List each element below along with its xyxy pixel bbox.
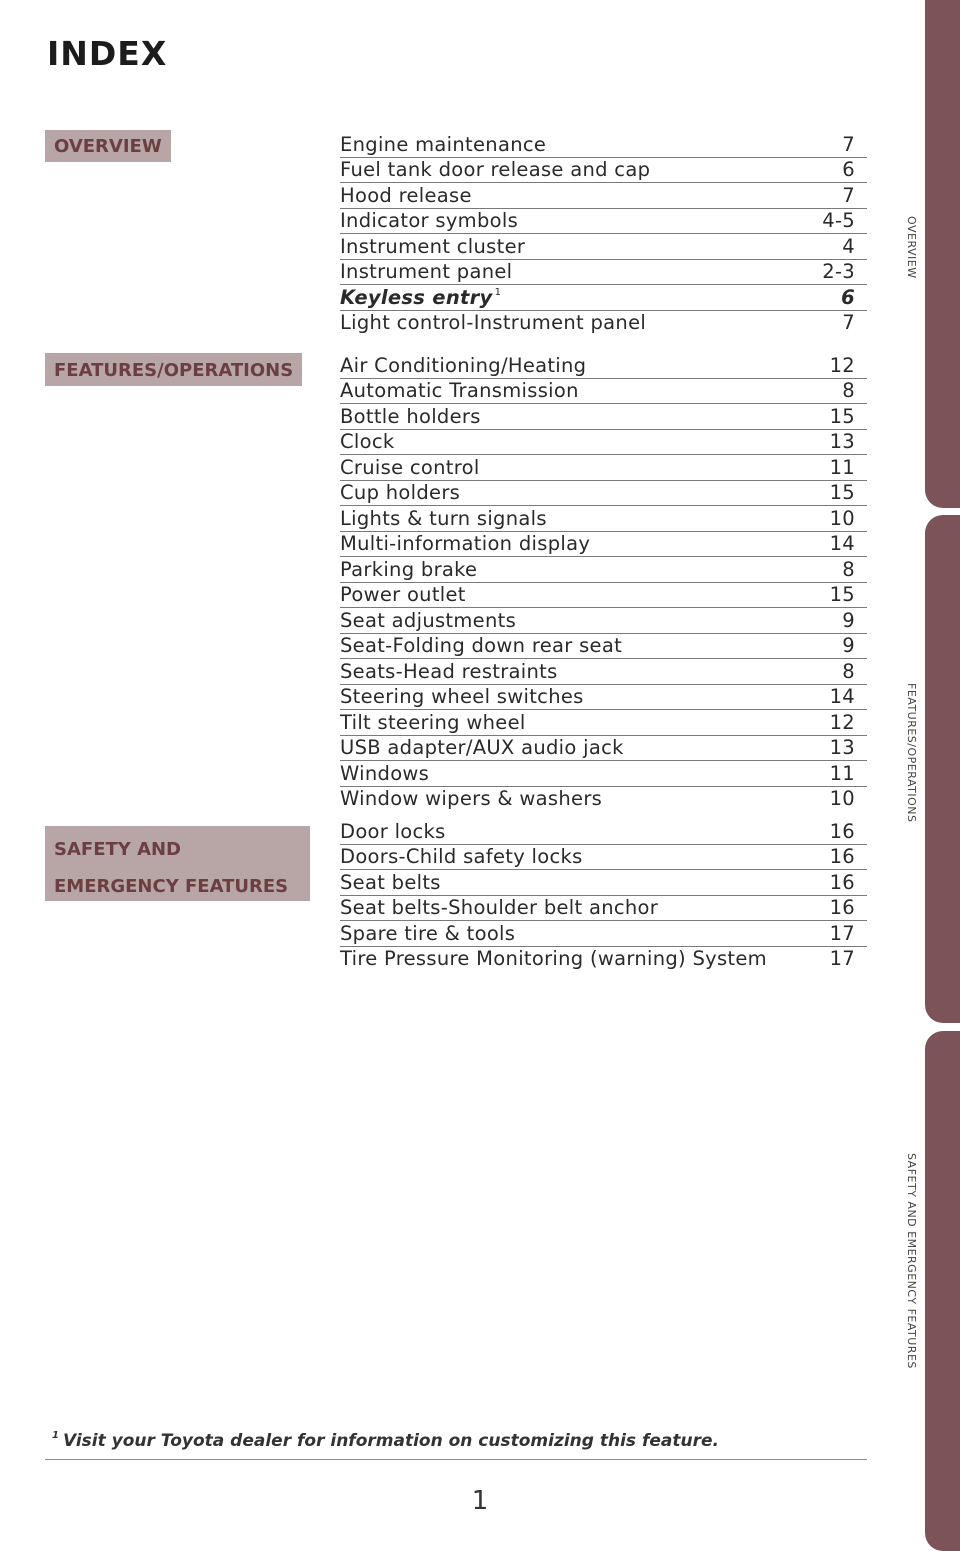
index-entry-page: 4 [842,234,855,258]
section-label-safety-line1: SAFETY AND [54,839,182,860]
index-entry-page: 12 [829,710,855,734]
index-entry-title: Steering wheel switches [340,685,584,708]
index-entry-title: Clock [340,430,395,453]
index-entry-page: 16 [829,819,855,843]
index-entry [340,787,867,812]
index-entry [340,896,867,922]
index-entry [340,183,867,209]
index-entry-title: Seat belts-Shoulder belt anchor [340,896,659,919]
index-entry-page: 11 [829,761,855,785]
features-index-list [340,353,867,811]
sidebar-label-overview: OVERVIEW [905,216,918,279]
index-entry-title: Seat-Folding down rear seat [340,634,623,657]
index-entry [340,506,867,532]
index-entry-page: 10 [829,787,855,810]
index-entry-title: Air Conditioning/Heating [340,353,587,377]
index-entry [340,311,867,336]
safety-index-list [340,819,867,971]
section-label-overview: OVERVIEW [45,130,171,162]
index-entry [340,532,867,558]
sidebar-tab-safety[interactable] [925,1031,960,1551]
index-entry-page: 9 [842,634,855,657]
index-entry [340,404,867,430]
footnote-marker: 1 [52,1430,59,1441]
index-entry-title: Power outlet [340,583,466,606]
index-entry-title-wrap [340,281,501,310]
index-entry-title: USB adapter/AUX audio jack [340,736,624,759]
index-entry [340,379,867,405]
index-entry [340,158,867,184]
index-entry [340,870,867,896]
index-entry [340,608,867,634]
sidebar-tab-features[interactable] [925,515,960,1023]
index-entry [340,634,867,660]
index-entry-title: Cruise control [340,455,480,479]
index-entry-page: 6 [841,285,855,309]
index-entry [340,557,867,583]
index-entry [340,845,867,871]
index-entry-title: Engine maintenance [340,132,547,156]
index-entry-page: 13 [829,736,855,759]
index-entry-page: 11 [829,455,855,479]
index-entry-page: 8 [842,659,855,683]
index-entry [340,455,867,481]
index-entry-page: 7 [842,132,855,156]
index-entry-page: 12 [829,353,855,377]
index-entry-title: Tilt steering wheel [340,710,526,734]
index-entry-title: Parking brake [340,557,478,581]
index-entry-page: 8 [842,557,855,581]
index-entry-title: Window wipers & washers [340,787,603,810]
index-entry [340,819,867,845]
index-entry-title: Fuel tank door release and cap [340,158,651,181]
index-entry-title: Seat belts [340,870,441,894]
index-entry [340,736,867,762]
index-entry-page: 9 [842,608,855,632]
index-entry [340,209,867,235]
index-entry-title: Automatic Transmission [340,379,579,402]
index-entry-page: 2-3 [822,260,855,283]
sidebar-label-features: FEATURES/OPERATIONS [905,683,918,823]
index-entry-title: Keyless entry [340,285,493,309]
index-entry-title: Multi-information display [340,532,591,555]
index-entry-title: Doors-Child safety locks [340,845,583,868]
index-entry-page: 14 [829,685,855,708]
index-entry [340,481,867,507]
index-entry-page: 15 [829,583,855,606]
index-entry-title: Instrument panel [340,260,513,283]
index-entry-page: 17 [829,921,855,945]
sidebar-tab-overview[interactable] [925,0,960,508]
index-entry-page: 10 [829,506,855,530]
index-entry [340,947,867,972]
index-entry-title: Door locks [340,819,446,843]
index-entry-page: 14 [829,532,855,555]
index-entry [340,132,867,158]
index-entry-title: Cup holders [340,481,461,504]
index-entry-title: Light control-Instrument panel [340,311,647,334]
index-entry-title: Lights & turn signals [340,506,547,530]
index-entry-page: 16 [829,845,855,868]
index-entry-title: Instrument cluster [340,234,526,258]
index-entry-page: 7 [842,183,855,207]
index-entry [340,234,867,260]
index-entry [340,430,867,456]
index-entry-title: Seats-Head restraints [340,659,558,683]
page-title: INDEX [47,34,168,73]
index-entry-page: 13 [829,430,855,453]
section-label-features: FEATURES/OPERATIONS [45,353,302,386]
index-entry-title: Indicator symbols [340,209,519,232]
index-entry-page: 16 [829,896,855,919]
index-entry [340,285,867,311]
index-entry [340,659,867,685]
footnote-reference: 1 [494,286,502,298]
index-entry-title: Spare tire & tools [340,921,516,945]
index-entry [340,710,867,736]
index-entry [340,353,867,379]
index-entry-page: 15 [829,481,855,504]
index-entry [340,583,867,609]
index-entry-page: 6 [842,158,855,181]
index-entry [340,685,867,711]
sidebar-label-safety: SAFETY AND EMERGENCY FEATURES [905,1153,918,1369]
overview-index-list [340,132,867,335]
index-entry-title: Tire Pressure Monitoring (warning) System [340,947,767,970]
index-entry-page: 15 [829,404,855,428]
index-entry-title: Hood release [340,183,472,207]
index-entry-title: Bottle holders [340,404,481,428]
page-number: 1 [471,1486,489,1516]
index-entry-title: Seat adjustments [340,608,517,632]
index-entry-page: 4-5 [822,209,855,232]
index-entry-title: Windows [340,761,430,785]
footnote-divider [45,1459,867,1460]
section-label-safety [45,826,310,901]
index-entry-page: 8 [842,379,855,402]
index-entry [340,921,867,947]
footnote-text: Visit your Toyota dealer for information on customizing this feature. [62,1431,719,1451]
index-entry-page: 7 [842,311,855,334]
footnote [52,1430,719,1451]
index-entry [340,761,867,787]
section-label-safety-line2: EMERGENCY FEATURES [54,876,289,897]
index-entry-page: 17 [829,947,855,970]
index-entry-page: 16 [829,870,855,894]
